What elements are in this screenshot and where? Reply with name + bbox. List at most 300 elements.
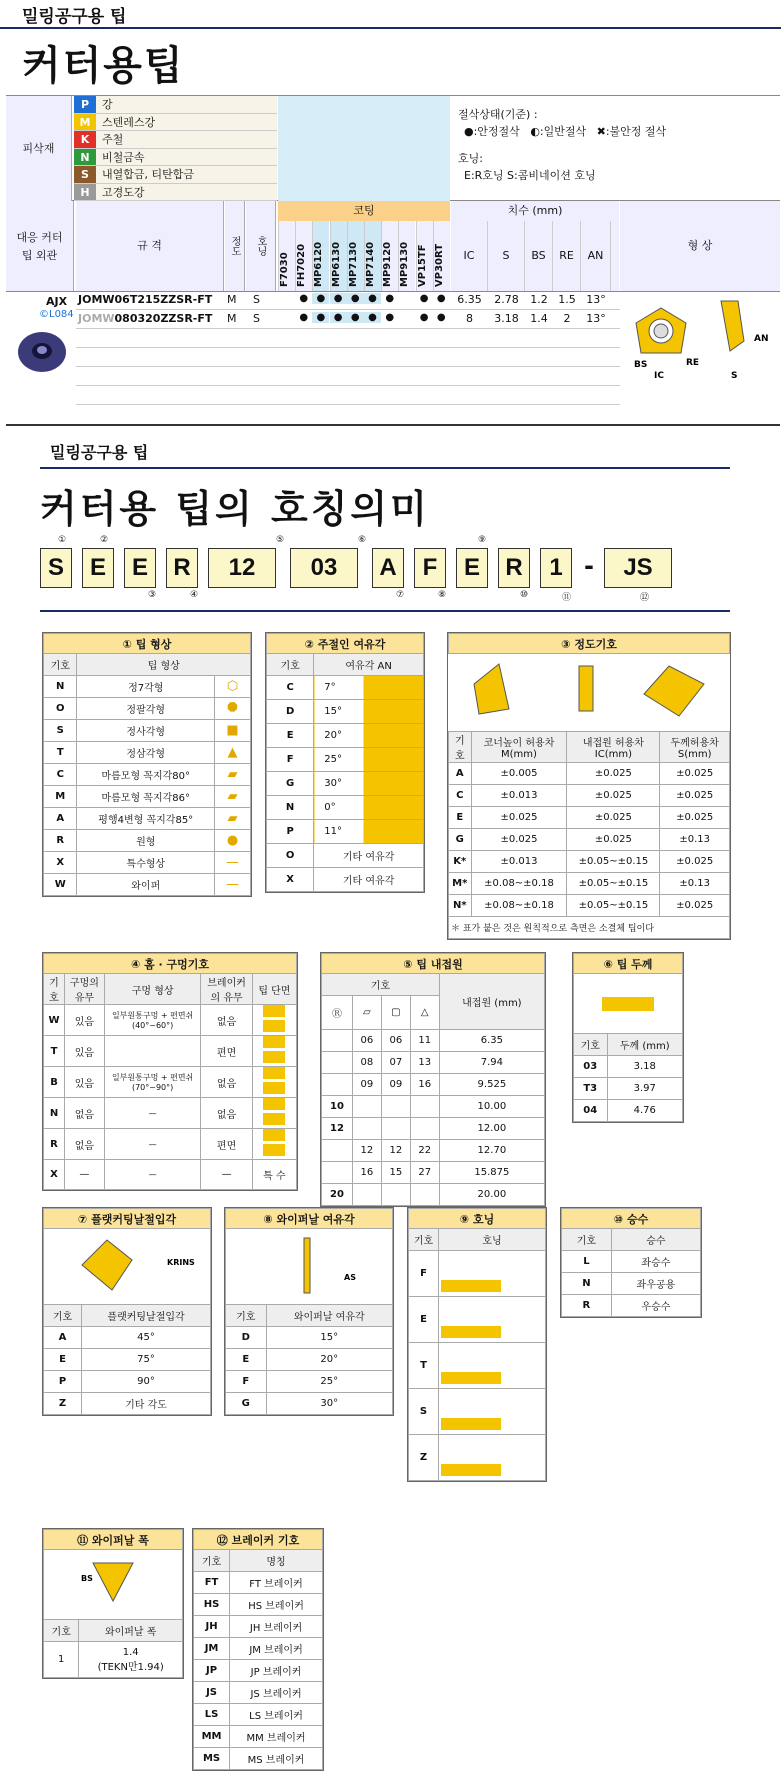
material-side-label: 피삭재 [6, 96, 72, 201]
t9-title: ⑨ 호닝 [409, 1209, 546, 1229]
cell: 16 [410, 1074, 439, 1096]
table-row [449, 785, 730, 807]
t11-note: (TEKN만1.94) [97, 1661, 164, 1673]
cell: ±0.05~±0.15 [567, 851, 660, 873]
code-number: ③ [148, 590, 157, 600]
cell: 일부원통구멍 + 편면쉬 (40°~60°) [104, 1005, 201, 1036]
t12-title: ⑫ 브레이커 기호 [194, 1530, 323, 1550]
t3-h2: 코너높이 허용차M(mm) [471, 732, 567, 763]
dim-value: 8 [466, 312, 473, 325]
table-row [44, 676, 251, 698]
cell: JH [194, 1616, 230, 1638]
cell: 7.94 [439, 1052, 544, 1074]
cell: LS [194, 1704, 230, 1726]
cell: 좌승수 [611, 1251, 700, 1273]
table-row [322, 1118, 545, 1140]
label-re: RE [686, 358, 700, 368]
cell: 없음 [201, 1067, 252, 1098]
cell: E [409, 1297, 439, 1343]
t9-h1: 기호 [409, 1229, 439, 1251]
grade-dot: ● [436, 293, 446, 304]
cell: R [44, 830, 77, 852]
table-row [194, 1726, 323, 1748]
cell: ±0.025 [567, 763, 660, 785]
cell: FT 브레이커 [230, 1572, 323, 1594]
table-row [449, 763, 730, 785]
cell: 22 [410, 1140, 439, 1162]
shape-icon: ⯃ [215, 698, 251, 720]
cell: P [44, 1371, 82, 1393]
t1-h1: 기호 [44, 654, 77, 676]
t7-h1: 기호 [44, 1305, 82, 1327]
t12-h1: 기호 [194, 1550, 230, 1572]
dim-header: BS [525, 221, 553, 291]
cell: 4.76 [607, 1100, 683, 1122]
cell: ±0.025 [567, 807, 660, 829]
table-row [267, 844, 424, 868]
table-tolerance [447, 632, 731, 940]
cell: 기타 여유각 [314, 868, 424, 892]
t7-h2: 플랫커팅날절입각 [82, 1305, 211, 1327]
grade-dot: ● [299, 293, 309, 304]
cell: 25° [314, 748, 424, 772]
table-row [44, 1036, 297, 1067]
material-name: 스텐레스강 [96, 114, 277, 131]
cell [381, 1184, 410, 1206]
grade-dot: ● [385, 312, 395, 323]
code-number: ⑪ [562, 593, 572, 603]
cell: 16 [352, 1162, 381, 1184]
cell: FT [194, 1572, 230, 1594]
code-box: F [414, 548, 446, 588]
divider [0, 27, 781, 29]
cell: 15.875 [439, 1162, 544, 1184]
table-row [44, 1160, 297, 1190]
table-row [44, 1129, 297, 1160]
cell: 08 [352, 1052, 381, 1074]
spec-grade: M [227, 312, 237, 325]
legend-title: 절삭상태(기준) : [458, 108, 538, 121]
table-breaker [192, 1528, 324, 1771]
cell: ±0.05~±0.15 [567, 895, 660, 917]
cell: 12.70 [439, 1140, 544, 1162]
code-number: ⑫ [640, 593, 650, 603]
t11-val: 1.4 [122, 1646, 139, 1658]
cell: 기타 여유각 [314, 844, 424, 868]
table-row [44, 1393, 211, 1415]
spec-code-body: JOMW06T215ZZSR-FT [78, 293, 213, 306]
grade-header: MP9120 [381, 221, 398, 291]
honing-icon [441, 1372, 501, 1384]
table-row [409, 1389, 546, 1435]
t8-h1: 기호 [226, 1305, 267, 1327]
table-row [574, 1078, 683, 1100]
t4-h3: 구멍 형상 [104, 974, 201, 1005]
cell: JM 브레이커 [230, 1638, 323, 1660]
cell: JP [194, 1660, 230, 1682]
cell: 30° [314, 772, 424, 796]
table-row [194, 1572, 323, 1594]
cell: 특수형상 [77, 852, 215, 874]
spec-code-prefix: JOMW [78, 312, 115, 325]
cell: 20 [322, 1184, 353, 1206]
spec-row [76, 310, 620, 329]
table-row [44, 698, 251, 720]
cell: W [44, 1005, 65, 1036]
grade-header: MP7140 [364, 221, 381, 291]
t3-note: ＊ 표가 붙은 것은 원칙적으로 측면은 소결체 팁이다 [449, 917, 730, 939]
legend-honing-desc: E:R호닝 S:콤비네이션 호닝 [464, 169, 596, 182]
cell: G [449, 829, 472, 851]
dim-value: 13° [586, 312, 606, 325]
table-row [449, 829, 730, 851]
cell: ±0.005 [471, 763, 567, 785]
honing-icon [441, 1464, 501, 1476]
section-icon [252, 1098, 296, 1129]
table-row [562, 1273, 701, 1295]
table-row [322, 1052, 545, 1074]
code-box: 12 [208, 548, 276, 588]
cell: T3 [574, 1078, 608, 1100]
shape-icon: ■ [215, 720, 251, 742]
cell [439, 1389, 546, 1435]
cell: M [44, 786, 77, 808]
cell: 09 [381, 1074, 410, 1096]
code-box: A [372, 548, 404, 588]
cell: P [267, 820, 314, 844]
cell: D [226, 1327, 267, 1349]
shape-icon: — [215, 852, 251, 874]
insert-shape-diagram [626, 293, 776, 383]
cell: — [104, 1098, 201, 1129]
cell: A [449, 763, 472, 785]
cell: T [44, 742, 77, 764]
table-row [449, 851, 730, 873]
t10-h2: 승수 [611, 1229, 700, 1251]
cell: LS 브레이커 [230, 1704, 323, 1726]
cell: ±0.013 [471, 785, 567, 807]
cell [439, 1297, 546, 1343]
honing-icon [441, 1326, 501, 1338]
dim-header: RE [553, 221, 581, 291]
table-row [226, 1349, 393, 1371]
cell: 특 수 [252, 1160, 296, 1190]
cell: — [104, 1129, 201, 1160]
code-box: 1 [540, 548, 572, 588]
table-row [44, 874, 251, 896]
grade-header: MP6120 [312, 221, 329, 291]
shape-icon: ▰ [215, 786, 251, 808]
cell [410, 1118, 439, 1140]
cell: 04 [574, 1100, 608, 1122]
table-row [194, 1682, 323, 1704]
table-row [574, 1056, 683, 1078]
spec-rows [76, 291, 620, 405]
spec-honing: S [253, 293, 260, 306]
dim-value: 1.2 [530, 293, 548, 306]
dim-header: AN [581, 221, 611, 291]
cell: R [44, 1129, 65, 1160]
dim-value: 1.4 [530, 312, 548, 325]
cell: HS 브레이커 [230, 1594, 323, 1616]
cell: 평행4변형 꼭지각85° [77, 808, 215, 830]
table-flat-angle [42, 1207, 212, 1416]
cell [439, 1251, 546, 1297]
cell: ±0.025 [567, 785, 660, 807]
t11-title: ⑪ 와이퍼날 폭 [44, 1530, 183, 1550]
section-icon [252, 1129, 296, 1160]
cell [410, 1096, 439, 1118]
code-number: ② [100, 535, 109, 545]
table-thickness [572, 952, 684, 1123]
cell: ±0.025 [660, 807, 730, 829]
cell: 없음 [201, 1005, 252, 1036]
t3-h3: 내접원 허용차 IC(mm) [567, 732, 660, 763]
cell: G [267, 772, 314, 796]
grade-dot: ● [347, 312, 364, 323]
code-box: E [82, 548, 114, 588]
section-icon [252, 1067, 296, 1098]
t11-label: BS [81, 1574, 93, 1583]
cell: 12 [322, 1118, 353, 1140]
cell [322, 1162, 353, 1184]
coating-header: 코팅 [278, 201, 450, 221]
cell: 마름모형 꼭지각80° [77, 764, 215, 786]
grade-header: VP15TF [416, 221, 433, 291]
table-row [562, 1295, 701, 1317]
cell: N [562, 1273, 612, 1295]
cell: 없음 [65, 1098, 105, 1129]
cell: 편면 [201, 1129, 252, 1160]
cell: S [409, 1389, 439, 1435]
legend-stable: ●:안정절삭 [464, 125, 520, 138]
material-list [74, 96, 277, 201]
table-hole [42, 952, 298, 1191]
dim-header: S [488, 221, 525, 291]
table-row [322, 1184, 545, 1206]
cell: — [104, 1160, 201, 1190]
tolerance-diagram [454, 654, 724, 728]
material-row [74, 184, 277, 202]
grade-dot: ● [436, 312, 446, 323]
legend-honing-title: 호닝: [458, 152, 483, 165]
cell: 정사각형 [77, 720, 215, 742]
t11-h1: 기호 [44, 1620, 79, 1642]
cell: 10 [322, 1096, 353, 1118]
t3-h1: 기호 [449, 732, 472, 763]
material-row [74, 96, 277, 114]
table-row [44, 720, 251, 742]
cell: 있음 [65, 1036, 105, 1067]
cell: 09 [352, 1074, 381, 1096]
cutter-sub: ©L084 [39, 309, 74, 320]
spec-code [78, 293, 212, 306]
cutter-name: AJX [46, 295, 68, 308]
material-code: S [74, 166, 96, 183]
cell: E [449, 807, 472, 829]
code-number: ⑥ [358, 535, 367, 545]
cell: ±0.025 [660, 785, 730, 807]
table-row [44, 830, 251, 852]
table-tip-shape [42, 632, 252, 897]
grade-dot: ● [419, 293, 429, 304]
cell: — [201, 1160, 252, 1190]
t5-title: ⑤ 팁 내접원 [322, 954, 545, 974]
section-icon [252, 1005, 296, 1036]
shape-icon: ▰ [215, 764, 251, 786]
cell: ±0.08~±0.18 [471, 895, 567, 917]
cell: Z [409, 1435, 439, 1481]
label-ic: IC [654, 371, 664, 381]
cell: F [267, 748, 314, 772]
cell: ±0.13 [660, 829, 730, 851]
t2-h2: 여유각 AN [314, 654, 424, 676]
table-row [409, 1343, 546, 1389]
table-row [562, 1251, 701, 1273]
material-name: 주철 [96, 131, 277, 148]
material-row [74, 149, 277, 167]
cell: Z [44, 1393, 82, 1415]
cell: 있음 [65, 1067, 105, 1098]
t6-h2: 두께 (mm) [607, 1034, 683, 1056]
code-number: ⑦ [396, 590, 405, 600]
cell: A [44, 1327, 82, 1349]
table-row [44, 786, 251, 808]
table-row [449, 873, 730, 895]
table-row [44, 1067, 297, 1098]
cell: ±0.025 [660, 851, 730, 873]
code-box: JS [604, 548, 672, 588]
cell: F [409, 1251, 439, 1297]
cell: C [449, 785, 472, 807]
cell [352, 1118, 381, 1140]
cell: 06 [352, 1030, 381, 1052]
table-row [267, 700, 424, 724]
table-row [267, 676, 424, 700]
shape-icon: ⬡ [215, 676, 251, 698]
cell: 90° [82, 1371, 211, 1393]
table-row [322, 1096, 545, 1118]
cell: T [44, 1036, 65, 1067]
code-number: ⑨ [478, 535, 487, 545]
cell: 27 [410, 1162, 439, 1184]
cell: MM 브레이커 [230, 1726, 323, 1748]
cell: C [44, 764, 77, 786]
cell: O [44, 698, 77, 720]
col-spec: 규 격 [76, 201, 224, 291]
cell: 0° [314, 796, 424, 820]
t12-h2: 명칭 [230, 1550, 323, 1572]
cell: 정팔각형 [77, 698, 215, 720]
t7-label: KRINS [167, 1258, 195, 1267]
cell [322, 1052, 353, 1074]
cell: 03 [574, 1056, 608, 1078]
material-code: H [74, 184, 96, 201]
cell: 있음 [65, 1005, 105, 1036]
cell: A [44, 808, 77, 830]
grade-header: MP7130 [347, 221, 364, 291]
t4-h1: 기호 [44, 974, 65, 1005]
table-row [226, 1371, 393, 1393]
t5-h2: 내접원 (mm) [439, 974, 544, 1030]
t1-title: ① 팁 형상 [44, 634, 251, 654]
table-row [226, 1393, 393, 1415]
material-name: 비철금속 [96, 149, 277, 166]
table-row [44, 1098, 297, 1129]
table-row [44, 1349, 211, 1371]
t3-h4: 두께허용차 S(mm) [660, 732, 730, 763]
cell: 우승수 [611, 1295, 700, 1317]
spec-table [6, 201, 780, 426]
t8-title: ⑧ 와이퍼날 여유각 [226, 1209, 393, 1229]
cell [352, 1096, 381, 1118]
table-row [267, 796, 424, 820]
cell: W [44, 874, 77, 896]
t3-title: ③ 정도기호 [449, 634, 730, 654]
table-row [194, 1638, 323, 1660]
grade-dot: ● [364, 312, 381, 323]
t8-label: AS [344, 1273, 356, 1282]
grade-header: FH7020 [295, 221, 312, 291]
cell: MS [194, 1748, 230, 1770]
grade-header: VP30RT [433, 221, 450, 291]
cell: 정삼각형 [77, 742, 215, 764]
table-row [194, 1704, 323, 1726]
cutter-photo [16, 326, 68, 374]
cell: X [44, 852, 77, 874]
section2-title: 커터용 팁의 호칭의미 [40, 487, 430, 531]
cell: R [562, 1295, 612, 1317]
cell: 13 [410, 1052, 439, 1074]
t2-h1: 기호 [267, 654, 314, 676]
label-bs: BS [634, 360, 648, 370]
cell: ±0.025 [471, 807, 567, 829]
cell: ±0.025 [660, 895, 730, 917]
table-row [449, 807, 730, 829]
material-name: 내열합금, 티탄합금 [96, 166, 277, 183]
cell: 와이퍼 [77, 874, 215, 896]
spec-honing: S [253, 312, 260, 325]
cell: 75° [82, 1349, 211, 1371]
cell [104, 1036, 201, 1067]
grade-header: F7030 [278, 221, 295, 291]
cell: ±0.13 [660, 873, 730, 895]
dim-value: 2.78 [494, 293, 519, 306]
dim-value: 1.5 [558, 293, 576, 306]
cell: JH 브레이커 [230, 1616, 323, 1638]
cell: 기타 각도 [82, 1393, 211, 1415]
table-row [322, 1140, 545, 1162]
dim-value: 13° [586, 293, 606, 306]
table-row [194, 1594, 323, 1616]
cell: T [409, 1343, 439, 1389]
col-shape: 형 상 [620, 201, 780, 291]
cell [381, 1096, 410, 1118]
cell: E [226, 1349, 267, 1371]
material-row [74, 114, 277, 132]
table-row [267, 724, 424, 748]
col-honing: 호닝 [246, 201, 276, 291]
material-code: P [74, 96, 96, 113]
cell [439, 1343, 546, 1389]
material-code: N [74, 149, 96, 166]
cell: 11 [410, 1030, 439, 1052]
cell: 06 [381, 1030, 410, 1052]
cell: N [44, 1098, 65, 1129]
cell: 3.97 [607, 1078, 683, 1100]
cell: 20.00 [439, 1184, 544, 1206]
code-number: ⑩ [520, 590, 529, 600]
